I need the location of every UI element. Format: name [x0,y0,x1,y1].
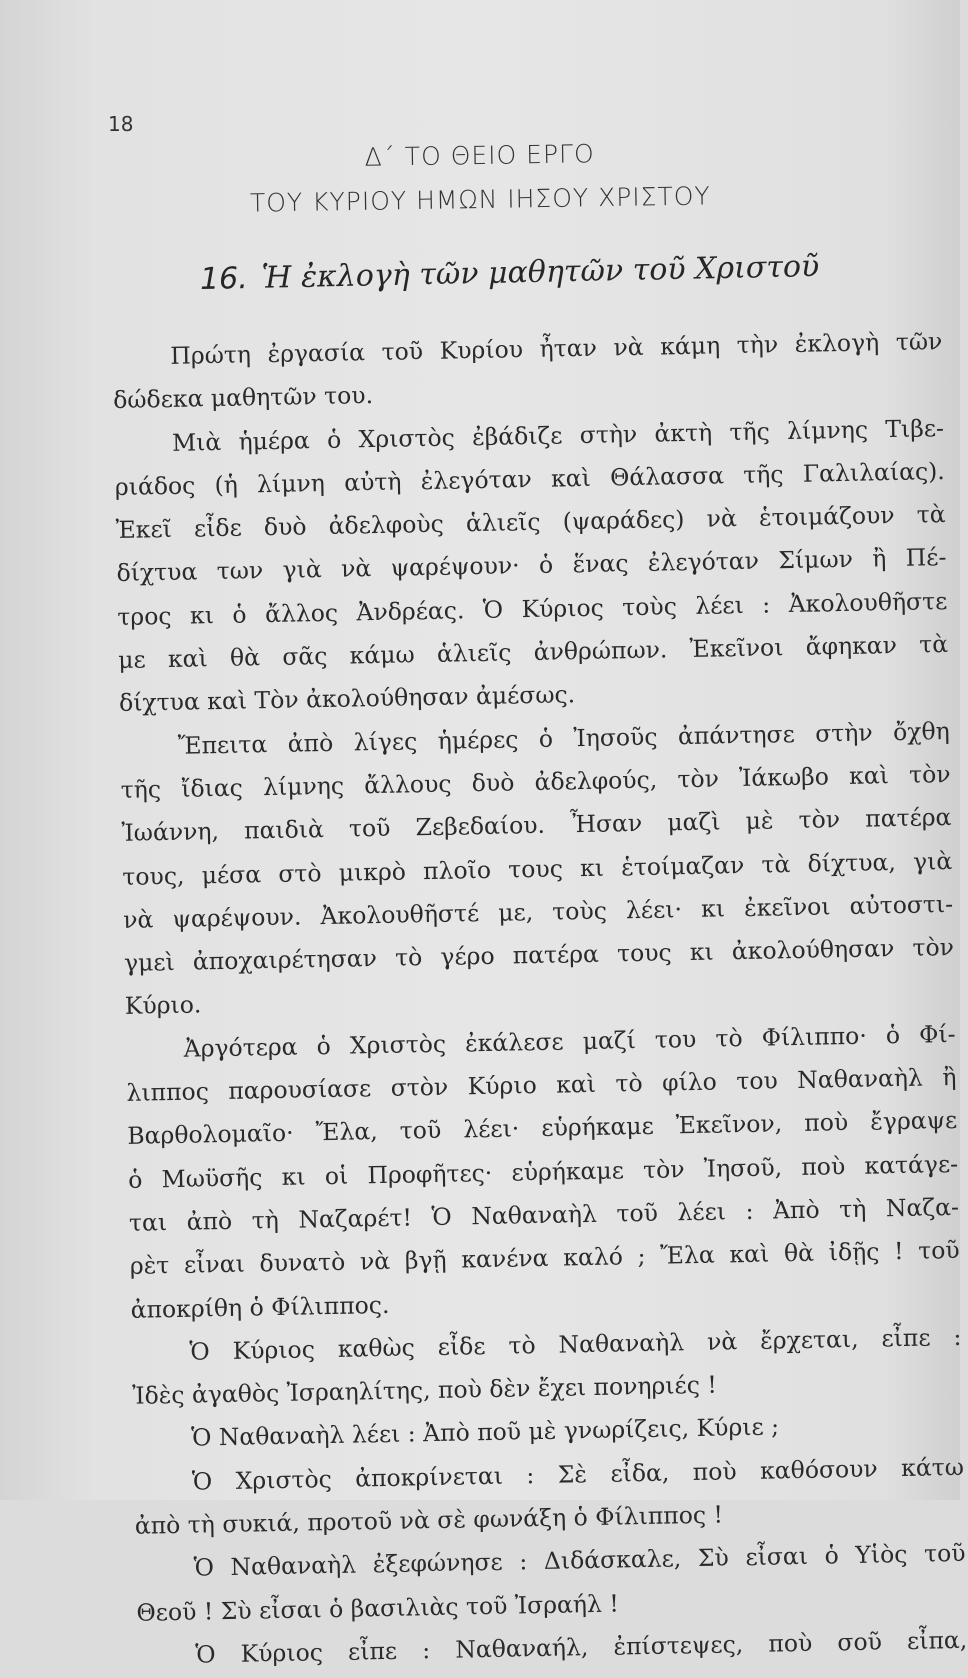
text-line: Ὁ Ναθαναὴλ ἐξεφώνησε : Διδάσκαλε, Σὺ εἶσαι ὁ Υἱὸς τοῦ [193,1539,966,1582]
chapter-heading-line-2: ΤΟΥ ΚΥΡΙΟΥ ΗΜΩΝ ΙΗΣΟΥ ΧΡΙΣΤΟΥ [249,181,711,218]
text-line: Βαρθολομαῖο· Ἔλα, τοῦ λέει· εὑρήκαμε Ἐκεῖνον, ποὺ ἔγραψε [127,1106,958,1151]
text-line: Ὁ Χριστὸς ἀποκρίνεται : Σὲ εἶδα, ποὺ καθόσουν κάτω [191,1452,965,1496]
text-line: ὁ Μωϋσῆς κι οἱ Προφῆτες· εὑρήκαμε τὸν Ἰησοῦ, ποὺ κατάγε- [127,1149,959,1194]
text-line: με καὶ θὰ σᾶς κάμω ἁλιεῖς ἀνθρώπων. Ἐκεῖνοι ἄφηκαν τὰ [117,630,949,675]
text-line: τους, μέσα στὸ μικρὸ πλοῖο τους κι ἑτοίμαζαν τὰ δίχτυα, γιὰ [122,846,953,891]
text-line: Ἰδὲς ἀγαθὸς Ἰσραηλίτης, ποὺ δὲν ἔχει πονηριές ! [132,1370,718,1410]
text-line: τρος κι ὁ ἄλλος Ἀνδρέας. Ὁ Κύριος τοὺς λέει : Ἀκολουθῆστε [117,586,948,631]
text-line: ρὲτ εἶναι δυνατὸ νὰ βγῇ κανένα καλό ; Ἔλα καὶ θὰ ἰδῇς ! τοῦ [129,1236,960,1281]
text-line: Κύριο. [124,990,202,1021]
text-line: Θεοῦ ! Σὺ εἶσαι ὁ βασιλιὰς τοῦ Ἰσραήλ ! [136,1589,619,1627]
text-line: Ὁ Ναθαναὴλ λέει : Ἀπὸ ποῦ μὲ γνωρίζεις, Κύριε ; [190,1412,780,1453]
text-line: ἀποκρίθη ὁ Φίλιππος. [130,1290,390,1324]
text-line: Ἀργότερα ὁ Χριστὸς ἐκάλεσε μαζί του τὸ Φίλιππο· ὁ Φί- [183,1019,956,1063]
text-line: Πρώτη ἐργασία τοῦ Κυρίου ἦταν νὰ κάμη τὴν ἐκλογὴ τῶν [170,327,943,370]
text-line: λιππος παρουσίασε στὸν Κύριο καὶ τὸ φίλο του Ναθαναὴλ ἢ [126,1062,957,1107]
text-line: ται ἀπὸ τὴ Ναζαρέτ! Ὁ Ναθαναὴλ τοῦ λέει : Ἀπὸ τὴ Ναζα- [128,1192,960,1237]
text-line: δίχτυα των γιὰ νὰ ψαρέψουν· ὁ ἕνας ἐλεγόταν Σίμων ἢ Πέ- [116,543,947,588]
text-line: δίχτυα καὶ Τὸν ἀκολούθησαν ἀμέσως. [118,680,576,718]
text-line: Μιὰ ἡμέρα ὁ Χριστὸς ἐβάδιζε στὴν ἀκτὴ τῆς λίμνης Τιβε- [171,413,945,457]
text-line: δώδεκα μαθητῶν του. [112,381,374,415]
body-text [112,320,968,1678]
section-number: 16. [199,261,249,297]
text-line: ἀπὸ τὴ συκιά, προτοῦ νὰ σὲ φωνάξη ὁ Φίλιππος ! [134,1500,724,1540]
text-line: τῆς ἴδιας λίμνης ἄλλους δυὸ ἀδελφούς, τὸν Ἰάκωβο καὶ τὸν [120,759,951,804]
text-line: ριάδος (ἡ λίμνη αὐτὴ ἐλεγόταν καὶ Θάλασσα τῆς Γαλιλαίας). [114,456,946,501]
chapter-heading [0,126,961,229]
text-line: Ἰωάννη, παιδιὰ τοῦ Ζεβεδαίου. Ἦσαν μαζὶ μὲ τὸν πατέρα [121,803,952,848]
section-title [200,249,820,297]
text-line: γμεὶ ἀποχαιρέτησαν τὸ γέρο πατέρα τους κι ἀκολούθησαν τὸν [123,933,955,978]
section-title-text: Ἡ ἐκλογὴ τῶν μαθητῶν τοῦ Χριστοῦ [261,249,820,296]
page-number: 18 [108,112,134,136]
text-line: νὰ ψαρέψουν. Ἀκολουθῆστέ με, τοὺς λέει· κι ἐκεῖνοι αὐτοστι- [122,889,954,934]
text-line: Ὁ Κύριος καθὼς εἶδε τὸ Ναθαναὴλ νὰ ἔρχεται, εἶπε : [189,1322,962,1366]
text-line: Ἐκεῖ εἶδε δυὸ ἀδελφοὺς ἁλιεῖς (ψαράδες) νὰ ἑτοιμάζουν τὰ [115,500,946,545]
chapter-heading-line-1: Δ΄ ΤΟ ΘΕΙΟ ΕΡΓΟ [364,139,595,172]
text-line: Ὁ Κύριος εἶπε : Ναθαναήλ, ἐπίστεψες, ποὺ σοῦ εἶπα, [195,1625,968,1669]
text-line: Ἔπειτα ἀπὸ λίγες ἡμέρες ὁ Ἰησοῦς ἀπάντησε στὴν ὄχθη [177,716,950,760]
